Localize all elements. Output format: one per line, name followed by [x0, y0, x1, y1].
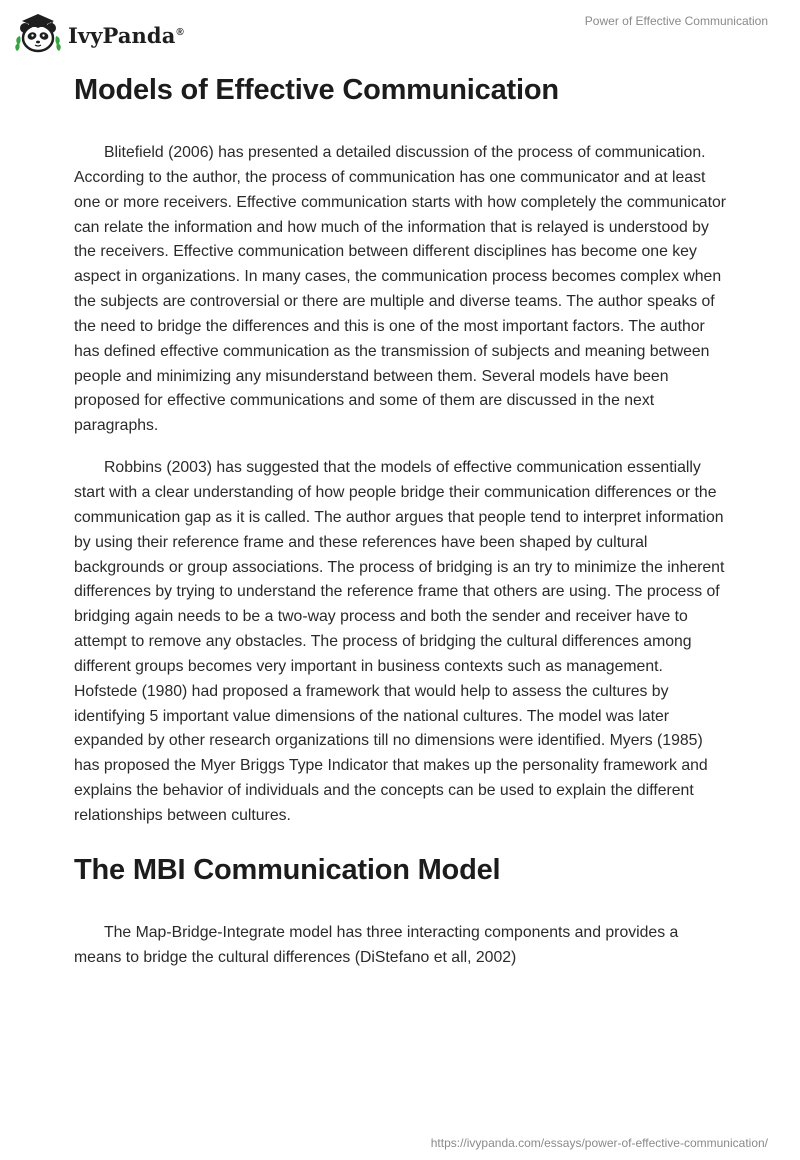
section-heading-mbi: The MBI Communication Model: [74, 853, 501, 886]
ivypanda-logo[interactable]: [14, 8, 184, 58]
document-title: Power of Effective Communication: [584, 14, 768, 28]
page-header: [0, 0, 800, 64]
essay-content: [74, 72, 730, 970]
source-url[interactable]: https://ivypanda.com/essays/power-of-effective-communication/: [430, 1136, 768, 1150]
paragraph-blitefield: Blitefield (2006) has presented a detailed discussion of the process of communication. According to the author, the process of communication has one communicator and at least one or more receivers. Effective communication starts with how completely the communicator can relate the information and how much of the information that is relayed is understood by the receivers. Effective communication between different disciplines has become one key aspect in organizations. In many cases, the communication process becomes complex when the subjects are controversial or there are multiple and diverse teams. The author speaks of the need to bridge the differences and this is one of the most important factors. The author has defined effective communication as the transmission of subjects and meaning between people and minimizing any misunderstand between them. Several models have been proposed for effective communications and some of them are discussed in the next paragraphs.: [74, 144, 727, 435]
paragraph-robbins: Robbins (2003) has suggested that the models of effective communication essentially start with a clear understanding of how people bridge their communication differences or the communication gap as it is called. The author argues that people tend to interpret information by using their reference frame and these references have been shaped by cultural backgrounds or group associations. The process of bridging is an try to minimize the inherent differences by trying to understand the reference frame that others are using. The process of bridging again needs to be a two-way process and both the sender and receiver have to attempt to remove any obstacles. The process of bridging the cultural differences among different groups becomes very important in business contexts such as management. Hofstede (1980) had proposed a framework that would help to assess the cultures by identifying 5 important value dimensions of the national cultures. The model was later expanded by other research organizations till no dimensions were identified. Myers (1985) has proposed the Myer Briggs Type Indicator that makes up the personality framework and explains the behavior of individuals and the concepts can be used to explain the different relationships between cultures.: [74, 459, 725, 824]
paragraph-map-bridge-integrate: The Map-Bridge-Integrate model has three interacting components and provides a means to bridge the cultural differences (DiStefano et all, 2002): [74, 923, 679, 966]
panda-graduate-icon: [14, 11, 62, 55]
registered-mark: ®: [176, 26, 184, 38]
section-heading-models: Models of Effective Communication: [74, 74, 559, 106]
brand-name: IvyPanda®: [68, 22, 184, 48]
